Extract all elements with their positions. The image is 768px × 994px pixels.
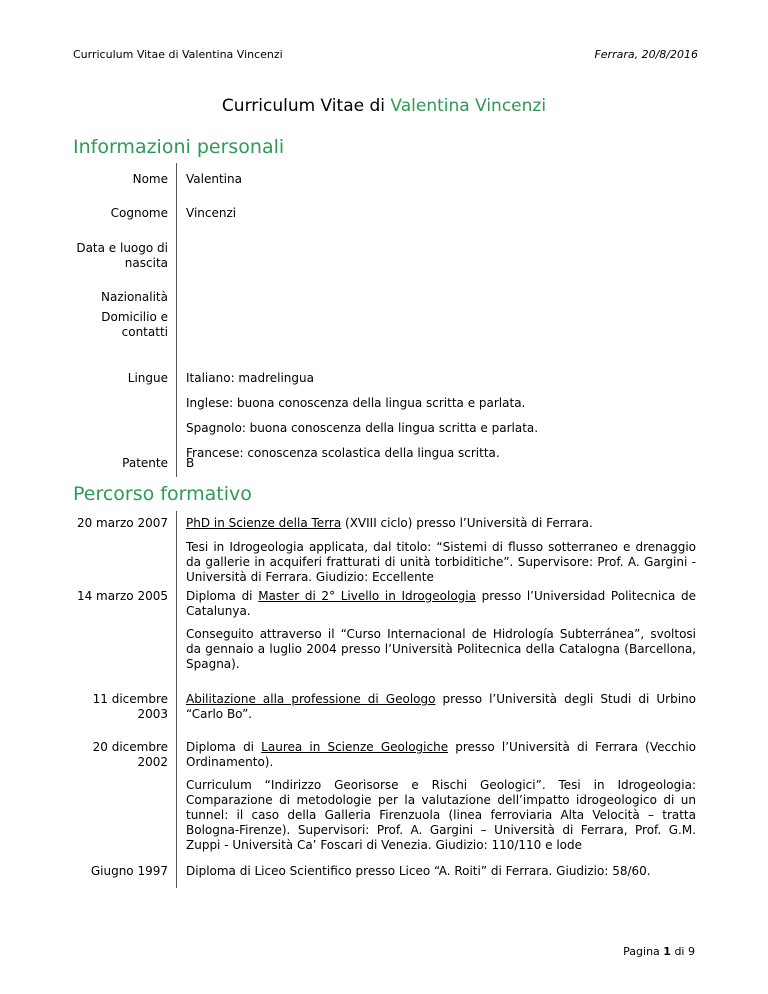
running-header-date: Ferrara, 20/8/2016 — [594, 48, 698, 61]
page-current: 1 — [663, 945, 671, 958]
section-divider-education — [176, 511, 177, 888]
running-header-left: Curriculum Vitae di Valentina Vincenzi — [73, 48, 283, 61]
edu-date-4-line2: 2002 — [137, 755, 168, 769]
edu-date-5: Giugno 1997 — [90, 864, 168, 878]
page-label: Pagina — [623, 945, 664, 958]
label-domicilio — [101, 310, 168, 340]
section-heading-education: Percorso formativo — [73, 483, 252, 505]
label-nazionalita: Nazionalità — [101, 290, 168, 304]
edu-title-rest: presso l’Università degli Studi di Urbino “Carlo Bo”. — [186, 692, 696, 721]
edu-title-5: Diploma di Liceo Scientifico presso Liceo “A. Roiti” di Ferrara. Giudizio: 58/60. — [186, 864, 651, 878]
edu-title-3 — [186, 692, 696, 722]
edu-title-2 — [186, 589, 696, 619]
edu-date-2: 14 marzo 2005 — [76, 589, 168, 603]
document-title — [0, 96, 768, 116]
lingua-item: Francese: conoscenza scolastica della lingua scritta. — [186, 446, 500, 460]
label-lingue: Lingue — [127, 371, 168, 385]
value-patente: B — [186, 456, 195, 470]
edu-title-pre: Diploma di — [186, 740, 262, 754]
edu-date-3-line1: 11 dicembre — [92, 692, 168, 706]
edu-date-4 — [93, 740, 168, 770]
value-nome: Valentina — [186, 172, 242, 186]
edu-title-pre: Diploma di — [186, 589, 259, 603]
edu-date-3 — [93, 692, 168, 722]
edu-detail-1: Tesi in Idrogeologia applicata, dal titolo: “Sistemi di flusso sotterraneo e drenaggio da gallerie in acquiferi fratturati di unità torbiditiche”. Supervisore: Prof. A. Gargini - Università di Ferrara. Giudizio: Eccellente — [186, 540, 696, 584]
label-nascita-line2: nascita — [124, 256, 168, 270]
label-cognome: Cognome — [110, 206, 168, 220]
section-divider-personal — [176, 163, 177, 477]
page-total: 9 — [688, 945, 695, 958]
title-name: Valentina Vincenzi — [390, 96, 547, 116]
label-domicilio-line2: contatti — [121, 325, 168, 339]
label-nascita — [76, 241, 168, 271]
edu-detail-2: Conseguito attraverso il “Curso Internacional de Hidrología Subterránea”, svoltosi da gennaio a luglio 2004 presso l’Università Politecnica della Catalogna (Barcellona, Spagna). — [186, 627, 696, 671]
edu-date-1: 20 marzo 2007 — [76, 516, 168, 530]
edu-title-rest: presso l’Università di Ferrara (Vecchio Ordinamento). — [186, 740, 696, 769]
label-patente-text: Patente — [122, 456, 168, 470]
page-separator: di — [670, 945, 688, 958]
edu-link-laurea[interactable]: Laurea in Scienze Geologiche — [261, 740, 449, 754]
title-prefix: Curriculum Vitae di — [221, 96, 391, 116]
edu-detail-4: Curriculum “Indirizzo Georisorse e Rischi Geologici”. Tesi in Idrogeologia: Comparazione di metodologie per la valutazione dell’impatto idrogeologico di un tunnel: il caso della Galleria Firenzuola (linea ferroviaria Alta Velocità – tratta Bologna-Firenze). Supervisori: Prof. A. Gargini – Università di Ferrara, Prof. G.M. Zuppi - Università Ca’ Foscari di Venezia. Giudizio: 110/110 e lode — [186, 778, 696, 852]
edu-title-4 — [186, 740, 696, 770]
label-domicilio-line1: Domicilio e — [101, 310, 168, 324]
lingua-item: Italiano: madrelingua — [186, 371, 314, 385]
edu-link-master[interactable]: Master di 2° Livello in Idrogeologia — [258, 589, 476, 603]
page-number — [623, 945, 695, 958]
edu-title-1 — [186, 516, 696, 531]
edu-link-abilitazione[interactable]: Abilitazione alla professione di Geologo — [186, 692, 436, 706]
label-nome: Nome — [132, 172, 168, 186]
section-heading-personal: Informazioni personali — [73, 136, 285, 158]
edu-date-4-line1: 20 dicembre — [92, 740, 168, 754]
edu-date-3-line2: 2003 — [137, 707, 168, 721]
edu-title-rest: (XVIII ciclo) presso l’Università di Ferrara. — [341, 516, 593, 530]
lingua-item: Spagnolo: buona conoscenza della lingua scritta e parlata. — [186, 421, 539, 435]
lingua-item: Inglese: buona conoscenza della lingua scritta e parlata. — [186, 396, 526, 410]
value-cognome: Vincenzi — [186, 206, 237, 220]
edu-title-rest: presso l’Universidad Politecnica de Catalunya. — [186, 589, 696, 618]
label-nascita-line1: Data e luogo di — [76, 241, 168, 255]
edu-link-phd[interactable]: PhD in Scienze della Terra — [186, 516, 342, 530]
